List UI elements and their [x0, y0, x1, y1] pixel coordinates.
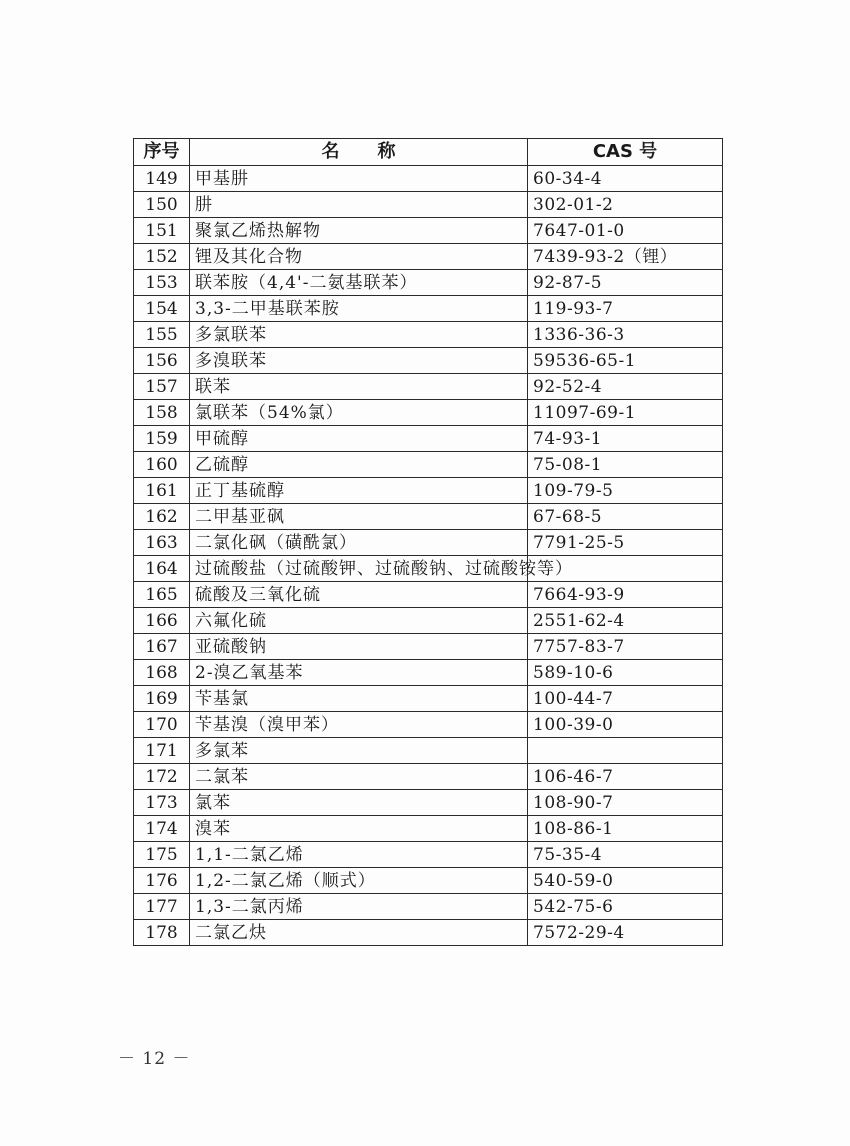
row-serial-number: 161 [134, 478, 190, 504]
row-cas-number: 542-75-6 [528, 894, 723, 920]
row-chemical-name: 甲硫醇 [190, 426, 528, 452]
table-row [134, 270, 723, 296]
row-cas-number: 7757-83-7 [528, 634, 723, 660]
row-cas-number: 60-34-4 [528, 166, 723, 192]
row-cas-number: 7572-29-4 [528, 920, 723, 946]
row-chemical-name: 1,2-二氯乙烯（顺式） [190, 868, 528, 894]
row-cas-number: 100-44-7 [528, 686, 723, 712]
row-cas-number: 106-46-7 [528, 764, 723, 790]
table-row [134, 530, 723, 556]
row-serial-number: 166 [134, 608, 190, 634]
row-chemical-name: 乙硫醇 [190, 452, 528, 478]
header-name-text: 名称 [321, 141, 434, 162]
table-row [134, 296, 723, 322]
table-row [134, 400, 723, 426]
row-chemical-name: 锂及其化合物 [190, 244, 528, 270]
row-serial-number: 153 [134, 270, 190, 296]
row-cas-number: 11097-69-1 [528, 400, 723, 426]
row-chemical-name: 联苯 [190, 374, 528, 400]
row-chemical-name: 二氯化砜（磺酰氯） [190, 530, 528, 556]
row-chemical-name: 多氯联苯 [190, 322, 528, 348]
row-chemical-name: 多溴联苯 [190, 348, 528, 374]
row-serial-number: 160 [134, 452, 190, 478]
row-chemical-name: 甲基肼 [190, 166, 528, 192]
row-cas-number: 92-87-5 [528, 270, 723, 296]
row-chemical-name: 亚硫酸钠 [190, 634, 528, 660]
row-cas-number: 7791-25-5 [528, 530, 723, 556]
row-serial-number: 167 [134, 634, 190, 660]
row-cas-number: 74-93-1 [528, 426, 723, 452]
row-serial-number: 177 [134, 894, 190, 920]
row-chemical-name: 聚氯乙烯热解物 [190, 218, 528, 244]
row-serial-number: 154 [134, 296, 190, 322]
row-chemical-name: 苄基氯 [190, 686, 528, 712]
row-cas-number: 67-68-5 [528, 504, 723, 530]
row-serial-number: 149 [134, 166, 190, 192]
row-cas-number [528, 738, 723, 764]
row-chemical-name: 氯苯 [190, 790, 528, 816]
table-row [134, 374, 723, 400]
row-chemical-name: 2-溴乙氧基苯 [190, 660, 528, 686]
table-row [134, 478, 723, 504]
row-cas-number: 7647-01-0 [528, 218, 723, 244]
table-row [134, 244, 723, 270]
row-serial-number: 151 [134, 218, 190, 244]
table-row [134, 920, 723, 946]
header-cas-number: CAS 号 [528, 139, 723, 166]
table-row [134, 738, 723, 764]
row-serial-number: 168 [134, 660, 190, 686]
row-serial-number: 174 [134, 816, 190, 842]
row-serial-number: 176 [134, 868, 190, 894]
table-row [134, 504, 723, 530]
row-chemical-name: 肼 [190, 192, 528, 218]
row-chemical-name: 苄基溴（溴甲苯） [190, 712, 528, 738]
row-serial-number: 172 [134, 764, 190, 790]
table-row [134, 868, 723, 894]
row-cas-number: 7439-93-2（锂） [528, 244, 723, 270]
table-row [134, 556, 723, 582]
row-chemical-name: 联苯胺（4,4'-二氨基联苯） [190, 270, 528, 296]
row-serial-number: 171 [134, 738, 190, 764]
table-row [134, 582, 723, 608]
row-cas-number: 540-59-0 [528, 868, 723, 894]
row-cas-number: 119-93-7 [528, 296, 723, 322]
row-cas-number: 75-35-4 [528, 842, 723, 868]
chemical-list-table [133, 138, 723, 946]
table-row [134, 764, 723, 790]
table-header-row [134, 139, 723, 166]
table-row [134, 894, 723, 920]
row-chemical-name: 氯联苯（54%氯） [190, 400, 528, 426]
row-cas-number: 1336-36-3 [528, 322, 723, 348]
table-row [134, 842, 723, 868]
table-row [134, 218, 723, 244]
row-serial-number: 163 [134, 530, 190, 556]
row-chemical-name: 二氯乙炔 [190, 920, 528, 946]
header-serial-number: 序号 [134, 139, 190, 166]
row-serial-number: 157 [134, 374, 190, 400]
row-cas-number: 302-01-2 [528, 192, 723, 218]
row-cas-number: 108-90-7 [528, 790, 723, 816]
table-body [134, 166, 723, 946]
table-row [134, 452, 723, 478]
row-cas-number: 75-08-1 [528, 452, 723, 478]
row-chemical-name: 正丁基硫醇 [190, 478, 528, 504]
row-chemical-name: 六氟化硫 [190, 608, 528, 634]
row-chemical-name: 溴苯 [190, 816, 528, 842]
row-serial-number: 173 [134, 790, 190, 816]
row-serial-number: 155 [134, 322, 190, 348]
table-row [134, 426, 723, 452]
table-row [134, 322, 723, 348]
row-serial-number: 169 [134, 686, 190, 712]
table-row [134, 712, 723, 738]
row-chemical-name: 过硫酸盐（过硫酸钾、过硫酸钠、过硫酸铵等） [190, 556, 528, 582]
row-cas-number: 108-86-1 [528, 816, 723, 842]
table-row [134, 166, 723, 192]
row-chemical-name: 3,3-二甲基联苯胺 [190, 296, 528, 322]
table-row [134, 634, 723, 660]
row-cas-number: 59536-65-1 [528, 348, 723, 374]
table-row [134, 608, 723, 634]
row-serial-number: 159 [134, 426, 190, 452]
row-cas-number: 2551-62-4 [528, 608, 723, 634]
table-row [134, 790, 723, 816]
row-cas-number: 589-10-6 [528, 660, 723, 686]
row-chemical-name: 硫酸及三氧化硫 [190, 582, 528, 608]
page-number: － 12 － [118, 1049, 191, 1069]
header-name [190, 139, 528, 166]
row-chemical-name: 多氯苯 [190, 738, 528, 764]
table-row [134, 348, 723, 374]
row-chemical-name: 1,1-二氯乙烯 [190, 842, 528, 868]
row-cas-number: 7664-93-9 [528, 582, 723, 608]
row-chemical-name: 1,3-二氯丙烯 [190, 894, 528, 920]
row-serial-number: 178 [134, 920, 190, 946]
row-cas-number: 92-52-4 [528, 374, 723, 400]
row-cas-number: 109-79-5 [528, 478, 723, 504]
row-serial-number: 170 [134, 712, 190, 738]
row-serial-number: 158 [134, 400, 190, 426]
table-row [134, 816, 723, 842]
row-cas-number: 100-39-0 [528, 712, 723, 738]
row-chemical-name: 二氯苯 [190, 764, 528, 790]
row-serial-number: 156 [134, 348, 190, 374]
table-row [134, 192, 723, 218]
row-serial-number: 150 [134, 192, 190, 218]
row-serial-number: 164 [134, 556, 190, 582]
row-serial-number: 152 [134, 244, 190, 270]
table-row [134, 660, 723, 686]
table-row [134, 686, 723, 712]
row-serial-number: 175 [134, 842, 190, 868]
row-chemical-name: 二甲基亚砜 [190, 504, 528, 530]
row-serial-number: 162 [134, 504, 190, 530]
row-serial-number: 165 [134, 582, 190, 608]
